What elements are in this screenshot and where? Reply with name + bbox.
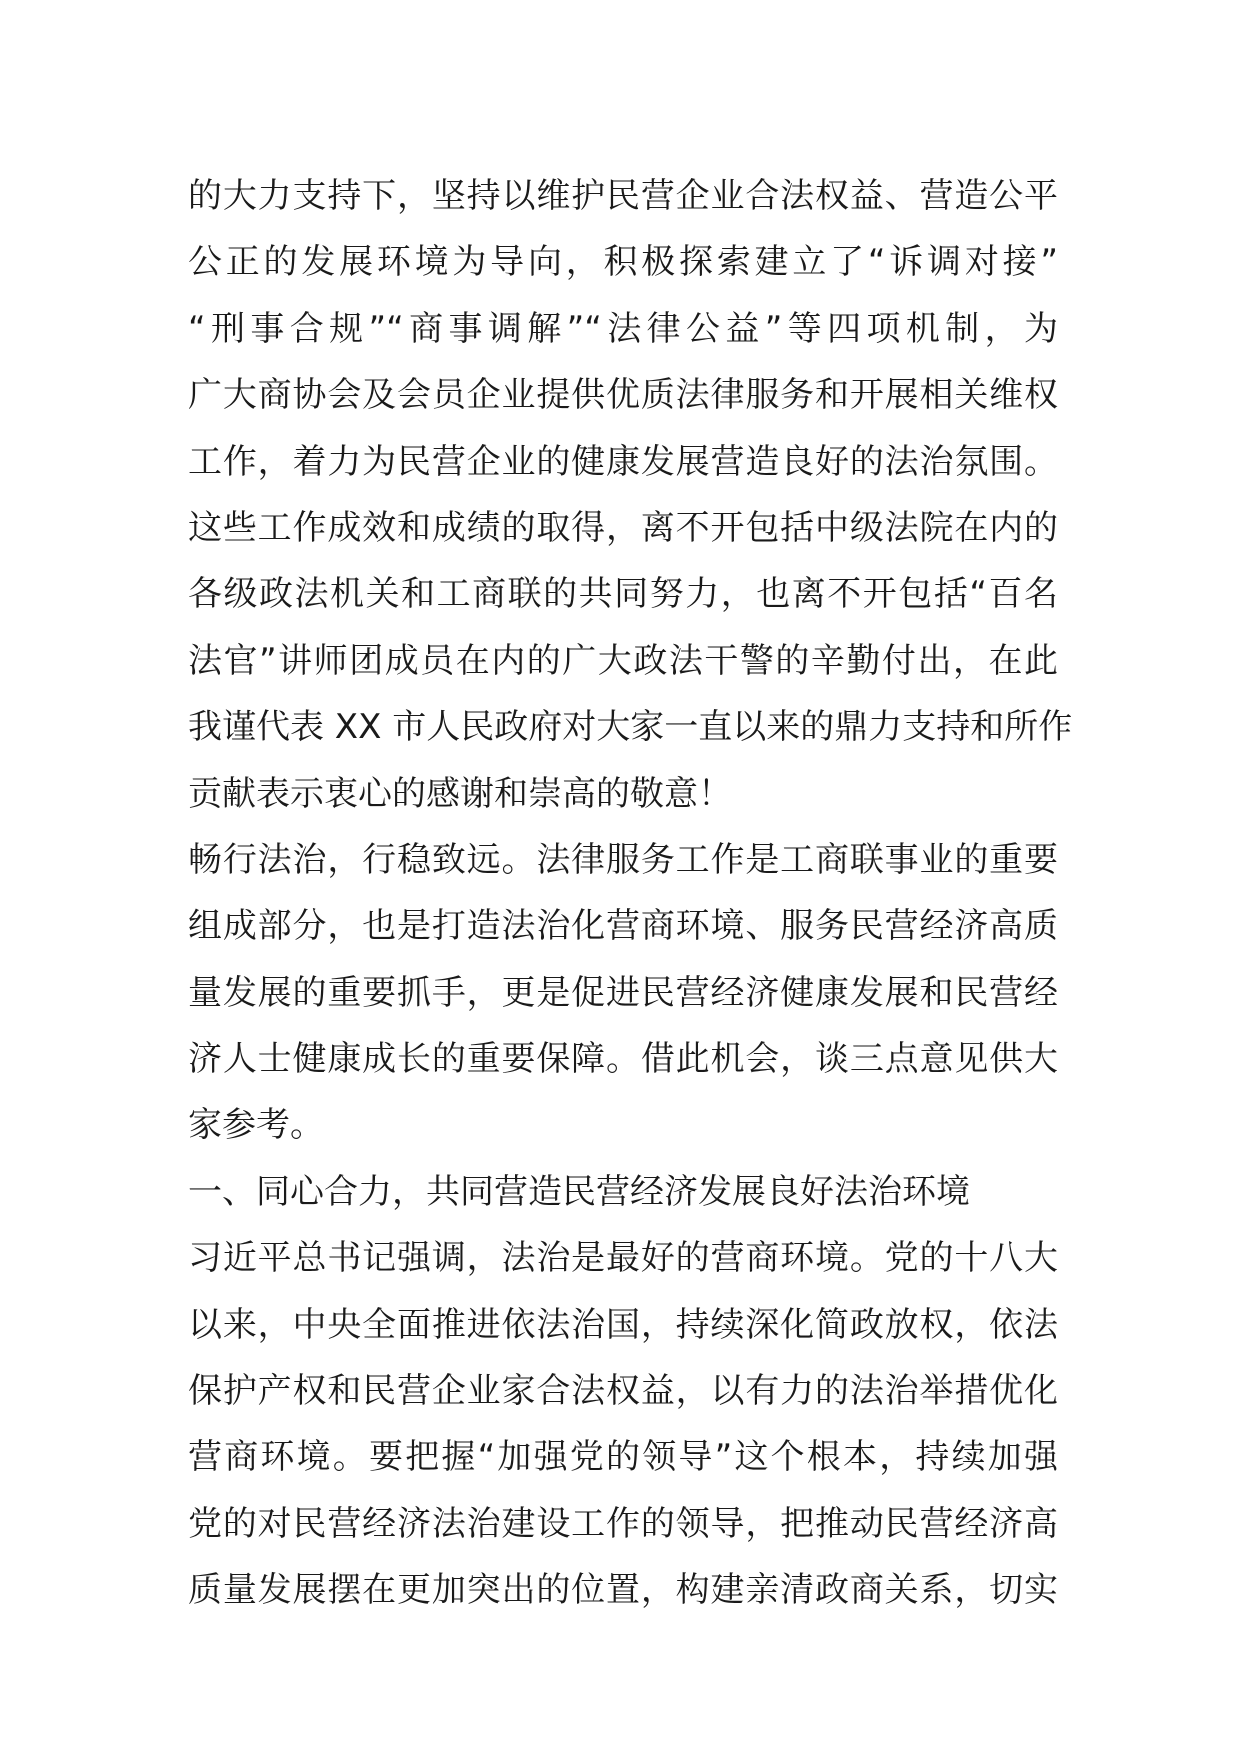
text-line: 广大商协会及会员企业提供优质法律服务和开展相关维权 — [188, 375, 1058, 416]
text-line: 济人士健康成长的重要保障。借此机会，谈三点意见供大 — [188, 1039, 1058, 1080]
section-heading: 一、同心合力，共同营造民营经济发展良好法治环境 — [188, 1171, 970, 1212]
text-line: 党的对民营经济法治建设工作的领导，把推动民营经济高 — [188, 1503, 1058, 1544]
text-line: 质量发展摆在更加突出的位置，构建亲清政商关系，切实 — [188, 1570, 1058, 1611]
text-line: 保护产权和民营企业家合法权益，以有力的法治举措优化 — [188, 1371, 1058, 1412]
body-text — [188, 163, 1073, 1624]
paragraph-end-line: 家参考。 — [188, 1105, 324, 1146]
text-line: 的大力支持下，坚持以维护民营企业合法权益、营造公平 — [188, 176, 1058, 216]
text-line: 我谨代表 XX 市人民政府对大家一直以来的鼎力支持和所作 — [188, 707, 1073, 748]
text-line: 这些工作成效和成绩的取得，离不开包括中级法院在内的 — [188, 507, 1058, 548]
text-line: 法官”讲师团成员在内的广大政法干警的辛勤付出，在此 — [188, 640, 1058, 681]
text-line: 以来，中央全面推进依法治国，持续深化简政放权，依法 — [188, 1304, 1058, 1345]
text-line: 公正的发展环境为导向，积极探索建立了“诉调对接” — [188, 242, 1058, 283]
text-line: 各级政法机关和工商联的共同努力，也离不开包括“百名 — [188, 574, 1058, 615]
paragraph-end-line: 贡献表示衷心的感谢和崇高的敬意！ — [188, 773, 732, 814]
text-line: “刑事合规”“商事调解”“法律公益”等四项机制，为 — [188, 308, 1058, 349]
text-line: 习近平总书记强调，法治是最好的营商环境。党的十八大 — [188, 1238, 1058, 1279]
text-line: 量发展的重要抓手，更是促进民营经济健康发展和民营经 — [188, 972, 1058, 1013]
text-line: 组成部分，也是打造法治化营商环境、服务民营经济高质 — [188, 906, 1058, 947]
text-line: 工作，着力为民营企业的健康发展营造良好的法治氛围。 — [188, 441, 1058, 482]
text-line: 营商环境。要把握“加强党的领导”这个根本，持续加强 — [188, 1437, 1058, 1478]
text-line: 畅行法治，行稳致远。法律服务工作是工商联事业的重要 — [188, 839, 1058, 880]
